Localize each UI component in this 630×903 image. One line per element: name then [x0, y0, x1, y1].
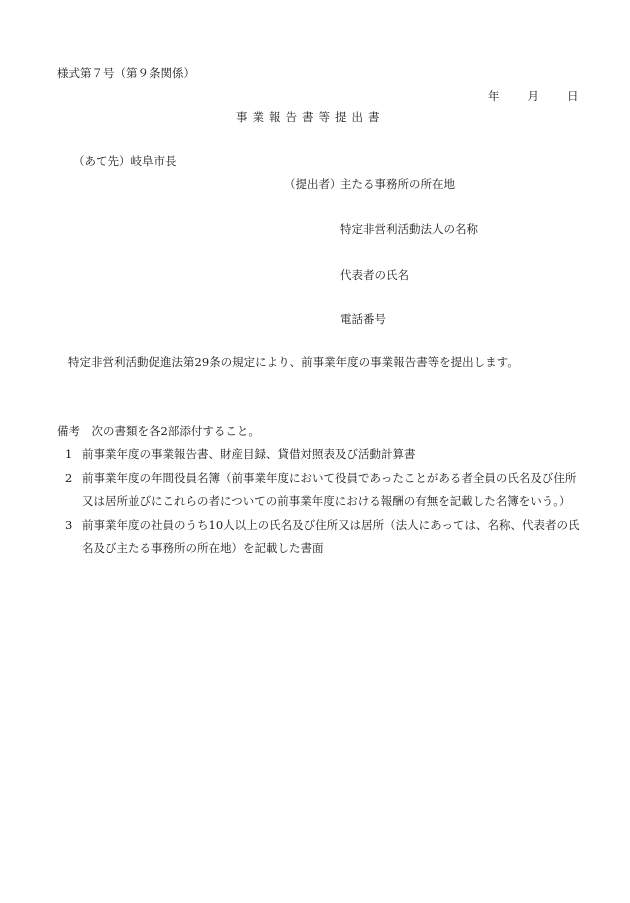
date-month-label: 月 [527, 89, 539, 103]
remarks-item [65, 514, 580, 561]
remarks-list [65, 443, 580, 561]
remarks-heading: 備考 次の書類を各2部添付すること。 [57, 424, 260, 438]
phone-number-field: 電話番号 [340, 312, 386, 326]
form-number: 様式第７号（第９条関係） [57, 66, 195, 80]
document-title: 事業報告書等提出書 [236, 110, 385, 124]
submitter-label: （提出者） [284, 177, 342, 191]
body-text: 特定非営利活動促進法第29条の規定により、前事業年度の事業報告書等を提出します。 [68, 355, 519, 369]
remarks-item-text: 前事業年度の事業報告書、財産目録、貸借対照表及び活動計算書 [82, 447, 416, 461]
date-day-label: 日 [567, 89, 579, 103]
corporation-name-field: 特定非営利活動法人の名称 [340, 222, 478, 236]
date-line [488, 91, 579, 103]
remarks-item-text: 前事業年度の年間役員名簿（前事業年度において役員であったことがある者全員の氏名及び住所又は居所並びにこれらの者についての前事業年度における報酬の有無を記載した名簿をいう。） [82, 470, 577, 508]
date-year-label: 年 [488, 89, 500, 103]
representative-name-field: 代表者の氏名 [340, 268, 409, 282]
remarks-item [65, 467, 580, 514]
remarks-item-number: 3 [65, 517, 73, 532]
remarks-item-number: 2 [65, 470, 73, 485]
addressee: （あて先）岐阜市長 [73, 154, 177, 168]
office-address-field: 主たる事務所の所在地 [340, 177, 455, 191]
remarks-item-number: 1 [65, 447, 73, 461]
remarks-item-text: 前事業年度の社員のうち10人以上の氏名及び住所又は居所（法人にあっては、名称、代表者の氏名及び主たる事務所の所在地）を記載した書面 [82, 517, 580, 555]
remarks-item [65, 443, 580, 467]
